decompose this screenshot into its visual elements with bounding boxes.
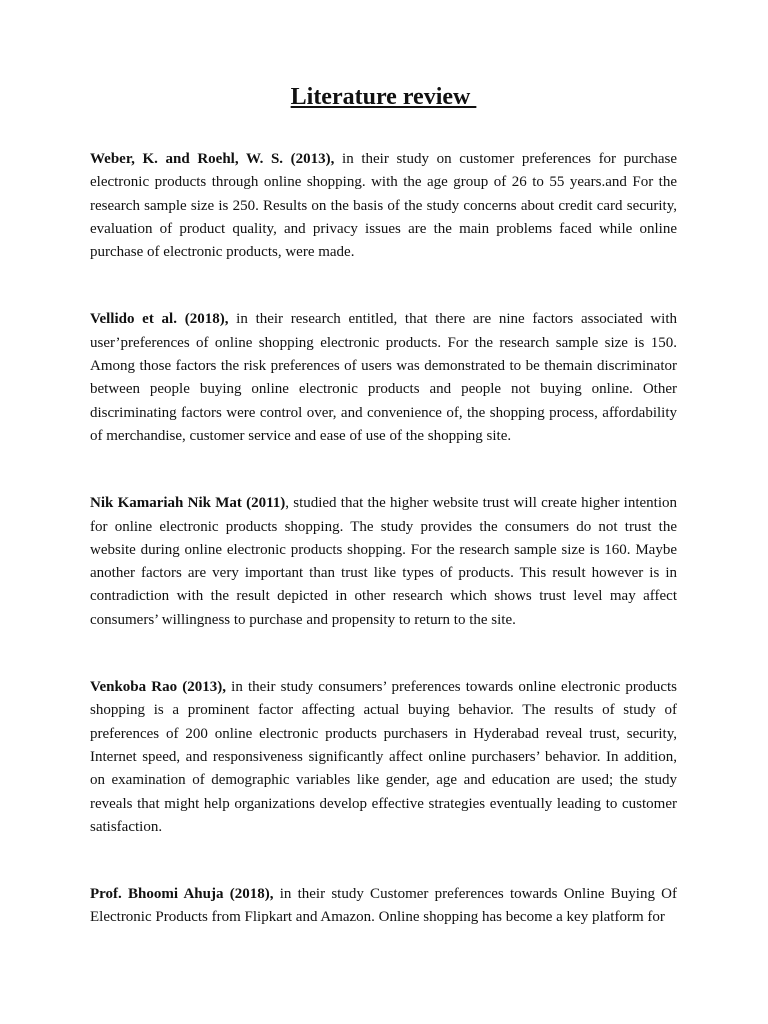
entry-author: Vellido et al. (2018), (90, 311, 229, 328)
entry-text: in their study Customer preferences towards Online Buying Of Electronic Products from Flipkart and Amazon. Online shopping has become a key platform for (90, 886, 678, 926)
literature-entries (90, 148, 677, 930)
entry-author: Nik Kamariah Nik Mat (2011) (90, 495, 286, 512)
literature-entry (90, 883, 677, 930)
literature-entry (90, 148, 677, 264)
entry-text: , studied that the higher website trust will create higher intention for online electronic products shopping. The study provides the consumers do not trust the website during online electronic products shopping. For the research sample size is 160. Maybe another factors are very important than trust like types of products. This result however is in contradiction with the result depicted in other research which shows trust level may affect consumers’ willingness to purchase and propensity to return to the site. (90, 495, 677, 628)
page-title: Literature review (290, 84, 477, 110)
entry-text: in their study on customer preferences for purchase electronic products through online shopping. with the age group of 26 to 55 years.and For the research sample size is 250. Results on the basis of the study concerns about credit card security, evaluation of product quality, and privacy issues are the main problems faced while online purchase of electronic products, were made. (90, 151, 677, 261)
literature-entry (90, 492, 677, 632)
entry-author: Weber, K. and Roehl, W. S. (2013), (90, 151, 335, 167)
entry-text: in their research entitled, that there are nine factors associated with user’preferences of online shopping electronic products. For the research sample size is 150. Among those factors the risk preferences of users was demonstrated to be themain discriminator between people buying online electronic products and people not buying online. Other discriminating factors were control over, and convenience of, the shopping process, affordability of merchandise, customer service and ease of use of the shopping site. (90, 311, 677, 444)
entry-text: in their study consumers’ preferences towards online electronic products shopping is a prominent factor affecting actual buying behavior. The results of study of preferences of 200 online electronic products purchasers in Hyderabad reveal trust, security, Internet speed, and responsiveness significantly affect online purchasers’ behavior. In addition, on examination of demographic variables like gender, age and education are used; the study reveals that might help organizations develop effective strategies eventually leading to customer satisfaction. (90, 679, 677, 835)
entry-author: Prof. Bhoomi Ahuja (2018), (90, 886, 274, 903)
literature-entry (90, 308, 677, 448)
literature-entry (90, 676, 677, 839)
entry-author: Venkoba Rao (2013), (90, 679, 227, 696)
